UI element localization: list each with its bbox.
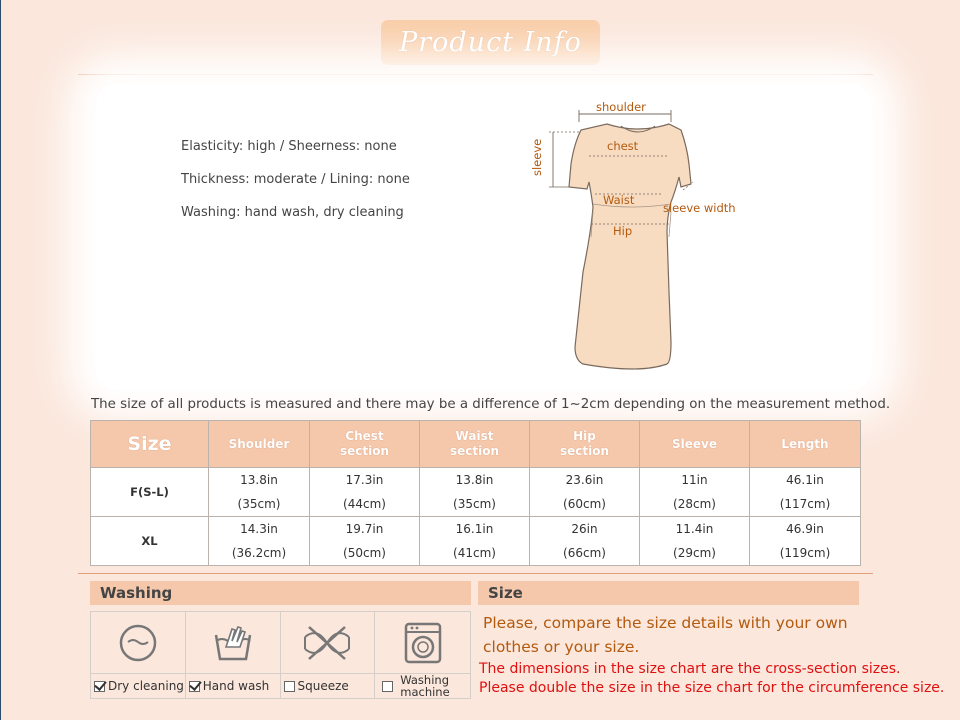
- spec-elasticity: Elasticity: high / Sheerness: none: [181, 139, 397, 154]
- wash-item-squeeze: Squeeze: [281, 612, 376, 698]
- label-sleeve-width: sleeve width: [663, 201, 736, 215]
- header-waist: Waist section: [420, 421, 530, 468]
- label-shoulder: shoulder: [596, 100, 646, 114]
- header-size: Size: [91, 421, 209, 468]
- size-advice: Please, compare the size details with your own clothes or your size.: [483, 614, 848, 656]
- header-length: Length: [750, 421, 861, 468]
- squeeze-checkbox: [284, 681, 295, 692]
- label-chest: chest: [607, 139, 639, 153]
- label-waist: Waist: [603, 193, 635, 207]
- table-cell: 11in (28cm): [640, 468, 750, 517]
- table-cell: 14.3in (36.2cm): [209, 517, 310, 566]
- table-cell: 19.7in (50cm): [310, 517, 420, 566]
- bottom-divider: [78, 573, 873, 574]
- wash-item-hand-wash: Hand wash: [186, 612, 281, 698]
- washing-grid: [90, 611, 471, 699]
- size-table: [90, 420, 861, 566]
- header-shoulder: Shoulder: [209, 421, 310, 468]
- size-heading: Size: [478, 581, 859, 605]
- washing-heading: Washing: [90, 581, 471, 605]
- hand-wash-checkbox: [189, 681, 200, 692]
- spec-thickness: Thickness: moderate / Lining: none: [181, 172, 410, 187]
- size-warning: The dimensions in the size chart are the cross-section sizes. Please double the size in the size chart for the circumference size.: [479, 661, 945, 696]
- spec-washing: Washing: hand wash, dry cleaning: [181, 205, 404, 220]
- table-row: [91, 468, 861, 517]
- table-cell: 13.8in (35cm): [209, 468, 310, 517]
- table-cell: 16.1in (41cm): [420, 517, 530, 566]
- row-size-label: XL: [91, 517, 209, 566]
- spec-list: [181, 138, 410, 237]
- dry-cleaning-icon: [91, 612, 185, 674]
- table-cell: 46.9in (119cm): [750, 517, 861, 566]
- wash-item-washing-machine: Washing machine: [375, 612, 470, 698]
- table-cell: 26in (66cm): [530, 517, 640, 566]
- table-row: [91, 517, 861, 566]
- wash-item-dry-cleaning: Dry cleaning: [91, 612, 186, 698]
- header-hip: Hip section: [530, 421, 640, 468]
- washing-machine-icon: [375, 612, 470, 674]
- label-hip: Hip: [613, 224, 633, 238]
- top-divider: [78, 74, 873, 75]
- header-sleeve: Sleeve: [640, 421, 750, 468]
- header-chest: Chest section: [310, 421, 420, 468]
- dry-cleaning-checkbox: [94, 681, 105, 692]
- size-table-header: [91, 421, 861, 468]
- measurement-note: The size of all products is measured and there may be a difference of 1~2cm depending on the measurement method.: [91, 397, 891, 412]
- table-cell: 23.6in (60cm): [530, 468, 640, 517]
- table-cell: 11.4in (29cm): [640, 517, 750, 566]
- washing-machine-checkbox: [382, 681, 393, 692]
- label-sleeve: sleeve: [530, 138, 544, 176]
- table-cell: 17.3in (44cm): [310, 468, 420, 517]
- table-cell: 46.1in (117cm): [750, 468, 861, 517]
- hand-wash-icon: [186, 612, 280, 674]
- page-title: Product Info: [381, 20, 600, 65]
- no-squeeze-icon: [281, 612, 375, 674]
- dress-outline: [569, 124, 691, 369]
- dress-measurement-diagram: [521, 92, 781, 377]
- row-size-label: F(S-L): [91, 468, 209, 517]
- table-cell: 13.8in (35cm): [420, 468, 530, 517]
